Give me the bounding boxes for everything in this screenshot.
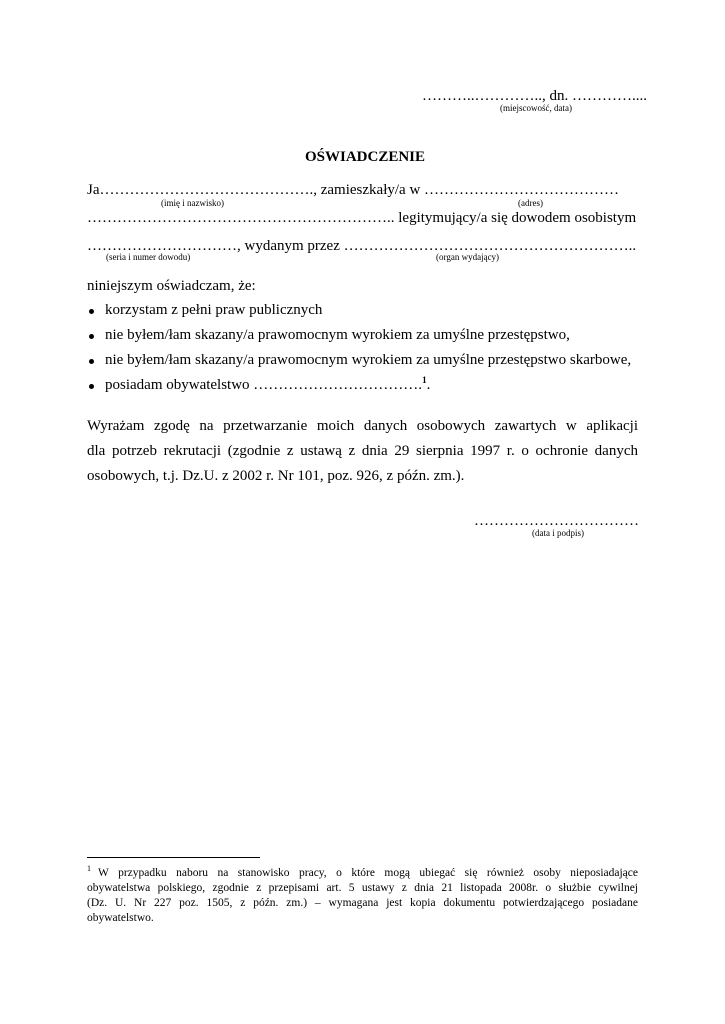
bullet-icon xyxy=(89,359,94,364)
declaration-item: korzystam z pełni praw publicznych xyxy=(105,302,323,318)
footnote-separator xyxy=(87,857,260,858)
place-date-line[interactable]: ………..………….., dn. ………….... xyxy=(422,88,647,104)
name-caption: (imię i nazwisko) xyxy=(161,198,224,208)
citizenship-item[interactable] xyxy=(105,376,430,394)
consent-line: dla potrzeb rekrutacji (zgodnie z ustawą z dnia 29 sierpnia 1997 r. o ochronie danych xyxy=(87,443,638,459)
citizenship-text: posiadam obywatelstwo ……………………………. xyxy=(105,377,423,393)
declaration-item: nie byłem/łam skazany/a prawomocnym wyrokiem za umyślne przestępstwo skarbowe, xyxy=(105,352,632,368)
bullet-icon xyxy=(89,384,94,389)
declaration-item: nie byłem/łam skazany/a prawomocnym wyrokiem za umyślne przestępstwo, xyxy=(105,327,570,343)
issuer-caption: (organ wydający) xyxy=(436,252,500,262)
address-caption: (adres) xyxy=(518,198,543,208)
footnote-line: obywatelstwa polskiego, zgodnie z przepisami art. 5 ustawy z dnia 21 listopada 2008r. o służbie cywilnej xyxy=(87,882,638,894)
signature-caption: (data i podpis) xyxy=(532,528,584,538)
id-holder-line[interactable]: …………………………………………………….. legitymujący/a się dowodem osobistym xyxy=(87,210,637,226)
declaration-intro: niniejszym oświadczam, że: xyxy=(87,278,256,294)
document-title: OŚWIADCZENIE xyxy=(305,149,426,165)
footnote-reference[interactable]: 1 xyxy=(422,375,427,385)
consent-line: Wyrażam zgodę na przetwarzanie moich danych osobowych zawartych w aplikacji xyxy=(87,418,638,434)
id-number-caption: (seria i numer dowodu) xyxy=(106,252,191,262)
footnote-marker: 1 xyxy=(87,864,91,873)
footnote-line: (Dz. U. Nr 227 poz. 1505, z późn. zm.) – wymagana jest kopia dokumentu potwierdzającego posiadane xyxy=(87,897,638,909)
signature-line[interactable]: …………………………… xyxy=(474,513,639,529)
bullet-icon xyxy=(89,334,94,339)
place-date-caption: (miejscowość, data) xyxy=(500,103,572,113)
id-issuer-line[interactable]: …………………………, wydanym przez ………………………………………………….. xyxy=(87,238,637,254)
citizenship-period: . xyxy=(426,377,431,393)
name-address-line[interactable]: Ja……………………………………., zamieszkały/a w ………………………………… xyxy=(87,182,620,198)
consent-line: osobowych, t.j. Dz.U. z 2002 r. Nr 101, poz. 926, z późn. zm.). xyxy=(87,468,465,484)
bullet-icon xyxy=(89,309,94,314)
footnote-line: obywatelstwo. xyxy=(87,912,154,924)
footnote-line: W przypadku naboru na stanowisko pracy, o które mogą ubiegać się również osoby nieposiadające xyxy=(98,867,638,879)
